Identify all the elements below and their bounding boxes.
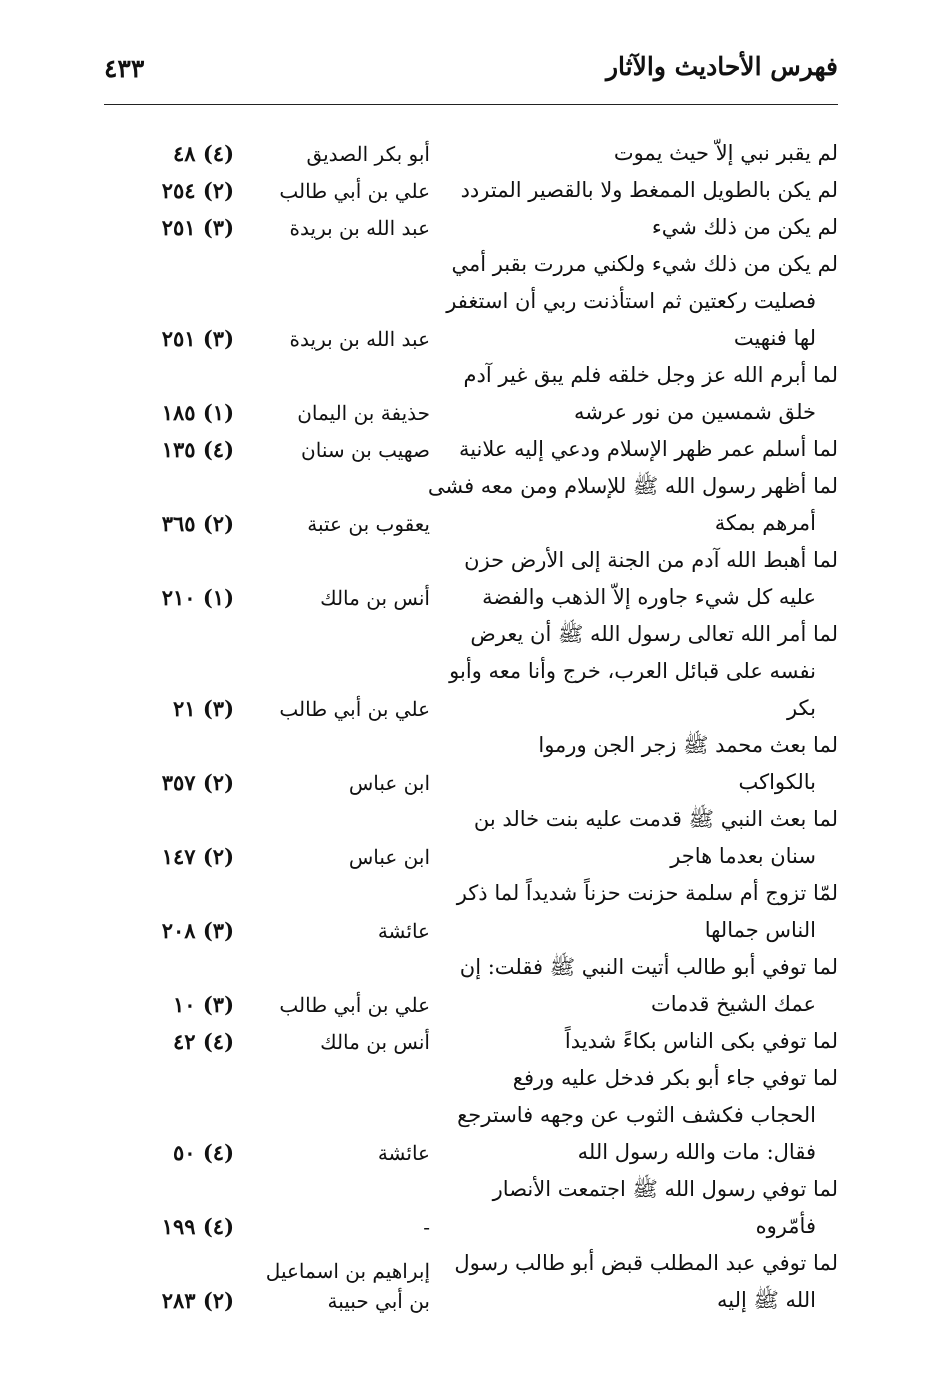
hadith-line: لم يكن من ذلك شيء bbox=[651, 215, 838, 239]
hadith-line: لم يكن من ذلك شيء ولكني مررت بقبر أمي bbox=[451, 252, 838, 276]
hadith-line: الله ﷺ إليه bbox=[717, 1288, 816, 1312]
narrator: صهيب بن سنان bbox=[301, 438, 430, 462]
reference: (٤) ٤٢ bbox=[172, 1029, 234, 1054]
hadith-line: لما بعث النبي ﷺ قدمت عليه بنت خالد بن bbox=[473, 807, 838, 831]
narrator: عائشة bbox=[377, 919, 430, 943]
hadith-text bbox=[466, 135, 838, 172]
narrator: عبد الله بن بريدة bbox=[289, 327, 430, 351]
hadith-text bbox=[466, 542, 838, 616]
reference: (٤) ٤٨ bbox=[172, 141, 234, 166]
narrator: علي بن أبي طالب bbox=[279, 179, 430, 203]
header-rule bbox=[104, 104, 838, 105]
reference: (٢) ١٤٧ bbox=[161, 844, 234, 869]
narrator: عبد الله بن بريدة bbox=[289, 216, 430, 240]
narrator: علي بن أبي طالب bbox=[279, 993, 430, 1017]
reference: (٣) ٢٥١ bbox=[161, 326, 234, 351]
hadith-line: خلق شمسين من نور عرشه bbox=[574, 400, 816, 424]
hadith-text bbox=[466, 1171, 838, 1245]
narrator: ابن عباس bbox=[348, 845, 430, 869]
hadith-line: بكر bbox=[786, 696, 816, 720]
hadith-line: لما أظهر رسول الله ﷺ للإسلام ومن معه فشى bbox=[427, 474, 838, 498]
narrator: علي بن أبي طالب bbox=[279, 697, 430, 721]
hadith-text bbox=[460, 172, 838, 209]
page-number: ٤٣٣ bbox=[104, 54, 145, 83]
narrator: أبو بكر الصديق bbox=[306, 142, 430, 166]
hadith-text bbox=[463, 357, 838, 431]
reference: (٣) ٢١ bbox=[172, 696, 234, 721]
hadith-line: فصليت ركعتين ثم استأذنت ربي أن استغفر bbox=[446, 289, 816, 313]
hadith-line: عمك الشيخ قدمات bbox=[650, 992, 816, 1016]
hadith-line: لم يكن بالطويل الممغط ولا بالقصير المتردد bbox=[460, 178, 838, 202]
reference: (٢) ٢٨٣ bbox=[161, 1288, 234, 1313]
hadith-text bbox=[466, 1023, 838, 1060]
hadith-text bbox=[466, 801, 838, 875]
hadith-line: لما أهبط الله آدم من الجنة إلى الأرض حزن bbox=[464, 548, 838, 572]
hadith-text bbox=[427, 468, 838, 542]
reference: (١) ٢١٠ bbox=[161, 585, 234, 610]
hadith-text bbox=[459, 949, 838, 1023]
reference: (٤) ١٩٩ bbox=[161, 1214, 234, 1239]
narrator: - bbox=[423, 1215, 430, 1239]
hadith-line: لها فنهيت bbox=[733, 326, 816, 350]
reference: (١) ١٨٥ bbox=[161, 400, 234, 425]
hadith-line: لما توفي بكى الناس بكاءً شديداً bbox=[564, 1029, 838, 1053]
hadith-line: لما توفي رسول الله ﷺ اجتمعت الأنصار bbox=[492, 1177, 838, 1201]
narrator: إبراهيم بن اسماعيل بن أبي حبيبة bbox=[265, 1259, 430, 1313]
hadith-text bbox=[466, 209, 838, 246]
hadith-line: لما أبرم الله عز وجل خلقه فلم يبق غير آدم bbox=[463, 363, 838, 387]
hadith-line: لمّا تزوج أم سلمة حزنت حزناً شديداً لما ذكر bbox=[456, 881, 838, 905]
narrator: أنس بن مالك bbox=[320, 1030, 430, 1054]
hadith-line: لما أسلم عمر ظهر الإسلام ودعي إليه علانية bbox=[458, 437, 838, 461]
hadith-text bbox=[454, 1245, 838, 1319]
hadith-line: لم يقبر نبي إلاّ حيث يموت bbox=[613, 141, 838, 165]
hadith-line: لما أمر الله تعالى رسول الله ﷺ أن يعرض bbox=[470, 622, 838, 646]
hadith-line: سنان بعدما هاجر bbox=[670, 844, 816, 868]
hadith-text bbox=[456, 875, 838, 949]
narrator: عائشة bbox=[377, 1141, 430, 1165]
hadith-line: الحجاب فكشف الثوب عن وجهه فاسترجع bbox=[457, 1103, 816, 1127]
hadith-line: لما بعث محمد ﷺ زجر الجن ورموا bbox=[538, 733, 838, 757]
reference: (٤) ١٣٥ bbox=[161, 437, 234, 462]
hadith-line: لما توفي جاء أبو بكر فدخل عليه ورفع bbox=[512, 1066, 838, 1090]
hadith-line: عليه كل شيء جاوره إلاّ الذهب والفضة bbox=[482, 585, 816, 609]
reference: (٣) ٢٥١ bbox=[161, 215, 234, 240]
narrator: أنس بن مالك bbox=[320, 586, 430, 610]
hadith-text bbox=[457, 1060, 838, 1171]
reference: (٢) ٣٦٥ bbox=[161, 511, 234, 536]
narrator: ابن عباس bbox=[348, 771, 430, 795]
hadith-line: فأمّروه bbox=[755, 1214, 816, 1238]
hadith-text bbox=[446, 246, 838, 357]
reference: (٤) ٥٠ bbox=[172, 1140, 234, 1165]
hadith-line: الناس جمالها bbox=[704, 918, 816, 942]
hadith-text bbox=[458, 431, 838, 468]
hadith-line: لما توفي أبو طالب أتيت النبي ﷺ فقلت: إن bbox=[459, 955, 838, 979]
reference: (٢) ٣٥٧ bbox=[161, 770, 234, 795]
hadith-line: أمرهم بمكة bbox=[714, 511, 816, 535]
hadith-line: لما توفي عبد المطلب قبض أبو طالب رسول bbox=[454, 1251, 838, 1275]
reference: (٣) ١٠ bbox=[172, 992, 234, 1017]
reference: (٢) ٢٥٤ bbox=[161, 178, 234, 203]
hadith-line: نفسه على قبائل العرب، خرج وأنا معه وأبو bbox=[449, 659, 816, 683]
hadith-text bbox=[449, 616, 838, 727]
hadith-line: فقال: مات والله رسول الله bbox=[577, 1140, 816, 1164]
reference: (٣) ٢٠٨ bbox=[161, 918, 234, 943]
hadith-text bbox=[466, 727, 838, 801]
page-title: فهرس الأحاديث والآثار bbox=[605, 52, 838, 81]
narrator: حذيفة بن اليمان bbox=[297, 401, 430, 425]
narrator: يعقوب بن عتبة bbox=[307, 512, 430, 536]
hadith-line: بالكواكب bbox=[738, 770, 816, 794]
